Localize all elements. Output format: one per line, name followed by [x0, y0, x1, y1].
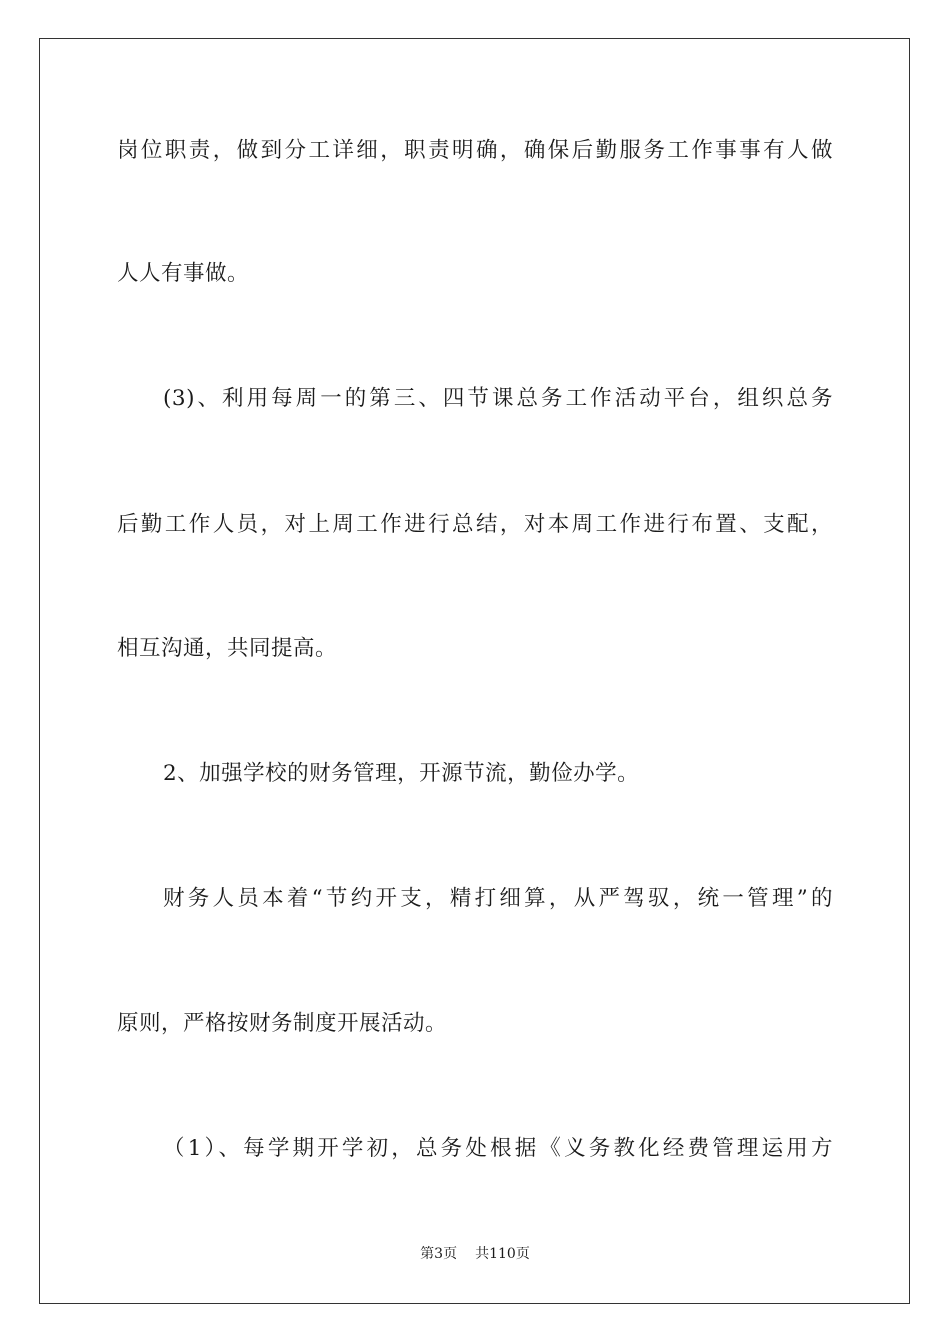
page-number: 第3页 — [420, 1246, 458, 1262]
paragraph-line-8: 原则，严格按财务制度开展活动。 — [117, 1011, 448, 1036]
paragraph-line-9: （1）、每学期开学初，总务处根据《义务教化经费管理运用方 — [163, 1136, 833, 1161]
paragraph-line-3: (3)、利用每周一的第三、四节课总务工作活动平台，组织总务 — [163, 386, 833, 411]
paragraph-line-1: 岗位职责，做到分工详细，职责明确，确保后勤服务工作事事有人做 — [117, 138, 833, 163]
paragraph-line-6: 2、加强学校的财务管理，开源节流，勤俭办学。 — [163, 761, 640, 786]
paragraph-line-7: 财务人员本着“节约开支，精打细算，从严驾驭，统一管理”的 — [163, 886, 833, 911]
paragraph-line-2: 人人有事做。 — [117, 261, 250, 286]
page-footer — [0, 1244, 950, 1264]
paragraph-line-5: 相互沟通，共同提高。 — [117, 636, 338, 661]
paragraph-line-4: 后勤工作人员，对上周工作进行总结，对本周工作进行布置、支配， — [117, 512, 833, 537]
total-pages: 共110页 — [475, 1246, 530, 1262]
page-border — [39, 38, 910, 1304]
